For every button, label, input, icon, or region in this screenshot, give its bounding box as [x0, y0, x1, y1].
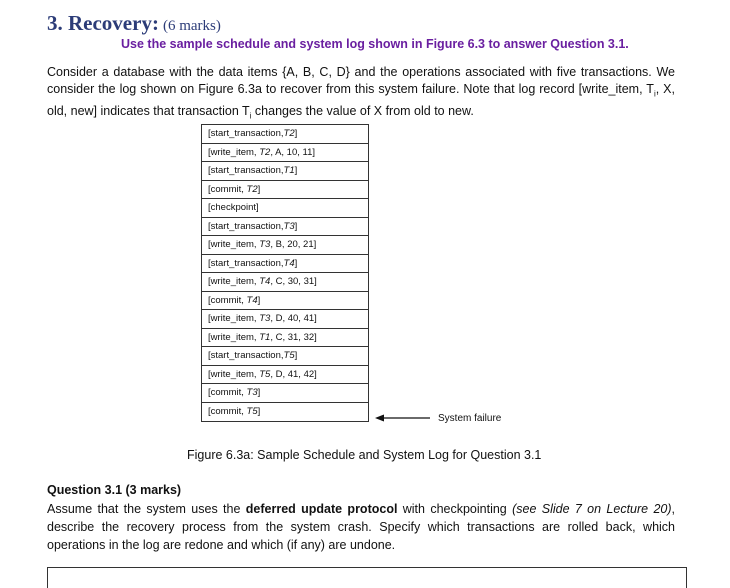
log-entry-prefix: [start_transaction, — [208, 128, 284, 139]
log-entry-suffix: , B, 20, 21] — [270, 239, 317, 250]
log-entry-suffix: ] — [257, 405, 261, 417]
log-entry — [202, 329, 368, 348]
log-entry-transaction: T4 — [283, 257, 295, 269]
intro-subscript-1: i — [653, 89, 656, 98]
log-entry-prefix: [start_transaction, — [208, 165, 284, 176]
instruction-subheading: Use the sample schedule and system log shown in Figure 6.3 to answer Question 3.1. — [121, 37, 629, 51]
log-entry — [202, 403, 368, 422]
log-entry-suffix: ] — [294, 128, 298, 139]
question-text-1: Assume that the system uses the — [47, 502, 246, 516]
system-failure-label: System failure — [438, 413, 502, 424]
log-entry-suffix: ] — [257, 387, 261, 398]
log-entry-transaction: T5 — [259, 368, 271, 380]
log-entry-prefix: [commit, — [208, 294, 247, 306]
log-entry-prefix: [start_transaction, — [208, 220, 284, 232]
log-entry-prefix: [write_item, — [208, 276, 260, 287]
log-entry — [202, 181, 368, 200]
figure-caption: Figure 6.3a: Sample Schedule and System Log for Question 3.1 — [187, 448, 542, 462]
log-entry — [202, 292, 368, 311]
log-entry-prefix: [start_transaction, — [208, 257, 284, 269]
log-entry-suffix: ] — [257, 183, 261, 195]
log-entry-prefix: [write_item, — [208, 313, 260, 324]
log-entry-transaction: T2 — [246, 183, 258, 195]
log-entry-transaction: T1 — [283, 165, 295, 176]
log-entry — [202, 347, 368, 366]
log-entry-prefix: [write_item, — [208, 368, 260, 380]
log-entry — [202, 144, 368, 163]
log-entry-transaction: T5 — [283, 350, 295, 361]
question-text-2: with checkpointing — [397, 502, 513, 516]
log-entry-prefix: [checkpoint] — [208, 202, 259, 213]
log-entry — [202, 255, 368, 274]
log-entry-transaction: T5 — [246, 405, 258, 417]
log-entry-transaction: T3 — [259, 239, 271, 250]
log-entry-transaction: T3 — [246, 387, 258, 398]
log-entry-transaction: T1 — [259, 331, 271, 343]
log-entry-transaction: T4 — [246, 294, 258, 306]
log-entry-suffix: ] — [294, 257, 298, 269]
intro-text-1: Consider a database with the data items {A, B, C, D} and the operations associated with five transactions. We consider the log shown on Figure 6.3a to recover from this system failure. Note that log record [write_item, T — [47, 65, 675, 96]
failure-arrow-icon — [375, 413, 430, 423]
intro-paragraph — [47, 64, 675, 125]
log-entry-prefix: [write_item, — [208, 239, 260, 250]
log-entry-prefix: [commit, — [208, 387, 247, 398]
section-title: 3. Recovery: — [47, 11, 159, 35]
log-entry-suffix: ] — [294, 165, 298, 176]
intro-text-2: , X, old, new] indicates that transaction T — [47, 81, 675, 118]
intro-subscript-2: i — [249, 111, 252, 120]
answer-box[interactable] — [47, 567, 687, 588]
log-entry — [202, 310, 368, 329]
log-entry — [202, 384, 368, 403]
section-heading — [47, 11, 221, 36]
question-bold-term: deferred update protocol — [245, 502, 398, 516]
log-entry-transaction: T4 — [259, 276, 271, 287]
section-marks: (6 marks) — [162, 18, 221, 34]
log-entry-prefix: [commit, — [208, 183, 247, 195]
log-entry-prefix: [write_item, — [208, 331, 260, 343]
log-entry — [202, 366, 368, 385]
log-entry-prefix: [write_item, — [208, 146, 260, 158]
log-entry-transaction: T2 — [283, 128, 295, 139]
log-entry-transaction: T3 — [259, 313, 271, 324]
log-entry — [202, 199, 368, 218]
log-entry-transaction: T3 — [283, 220, 295, 232]
log-entry-prefix: [commit, — [208, 405, 247, 417]
log-entry-suffix: ] — [257, 294, 261, 306]
question-reference: (see Slide 7 on Lecture 20) — [512, 502, 672, 516]
system-log-table — [201, 124, 369, 422]
log-entry — [202, 236, 368, 255]
log-entry — [202, 273, 368, 292]
question-text — [47, 500, 675, 554]
log-entry-prefix: [start_transaction, — [208, 350, 284, 361]
question-text-3: , describe the recovery process from the system crash. Specify which transactions are rolled back, which operations in the log are redone and which (if any) are undone. — [47, 502, 675, 552]
log-entry-suffix: , C, 30, 31] — [270, 276, 317, 287]
log-entry-transaction: T2 — [259, 146, 271, 158]
question-title: Question 3.1 (3 marks) — [47, 483, 182, 497]
log-entry-suffix: ] — [294, 350, 298, 361]
log-entry — [202, 162, 368, 181]
intro-text-3: changes the value of X from old to new. — [251, 103, 474, 118]
log-entry — [202, 218, 368, 237]
log-entry-suffix: , C, 31, 32] — [270, 331, 317, 343]
log-entry-suffix: , A, 10, 11] — [270, 146, 316, 158]
log-entry — [202, 125, 368, 144]
log-entry-suffix: , D, 41, 42] — [270, 368, 317, 380]
log-entry-suffix: ] — [294, 220, 298, 232]
log-entry-suffix: , D, 40, 41] — [270, 313, 317, 324]
